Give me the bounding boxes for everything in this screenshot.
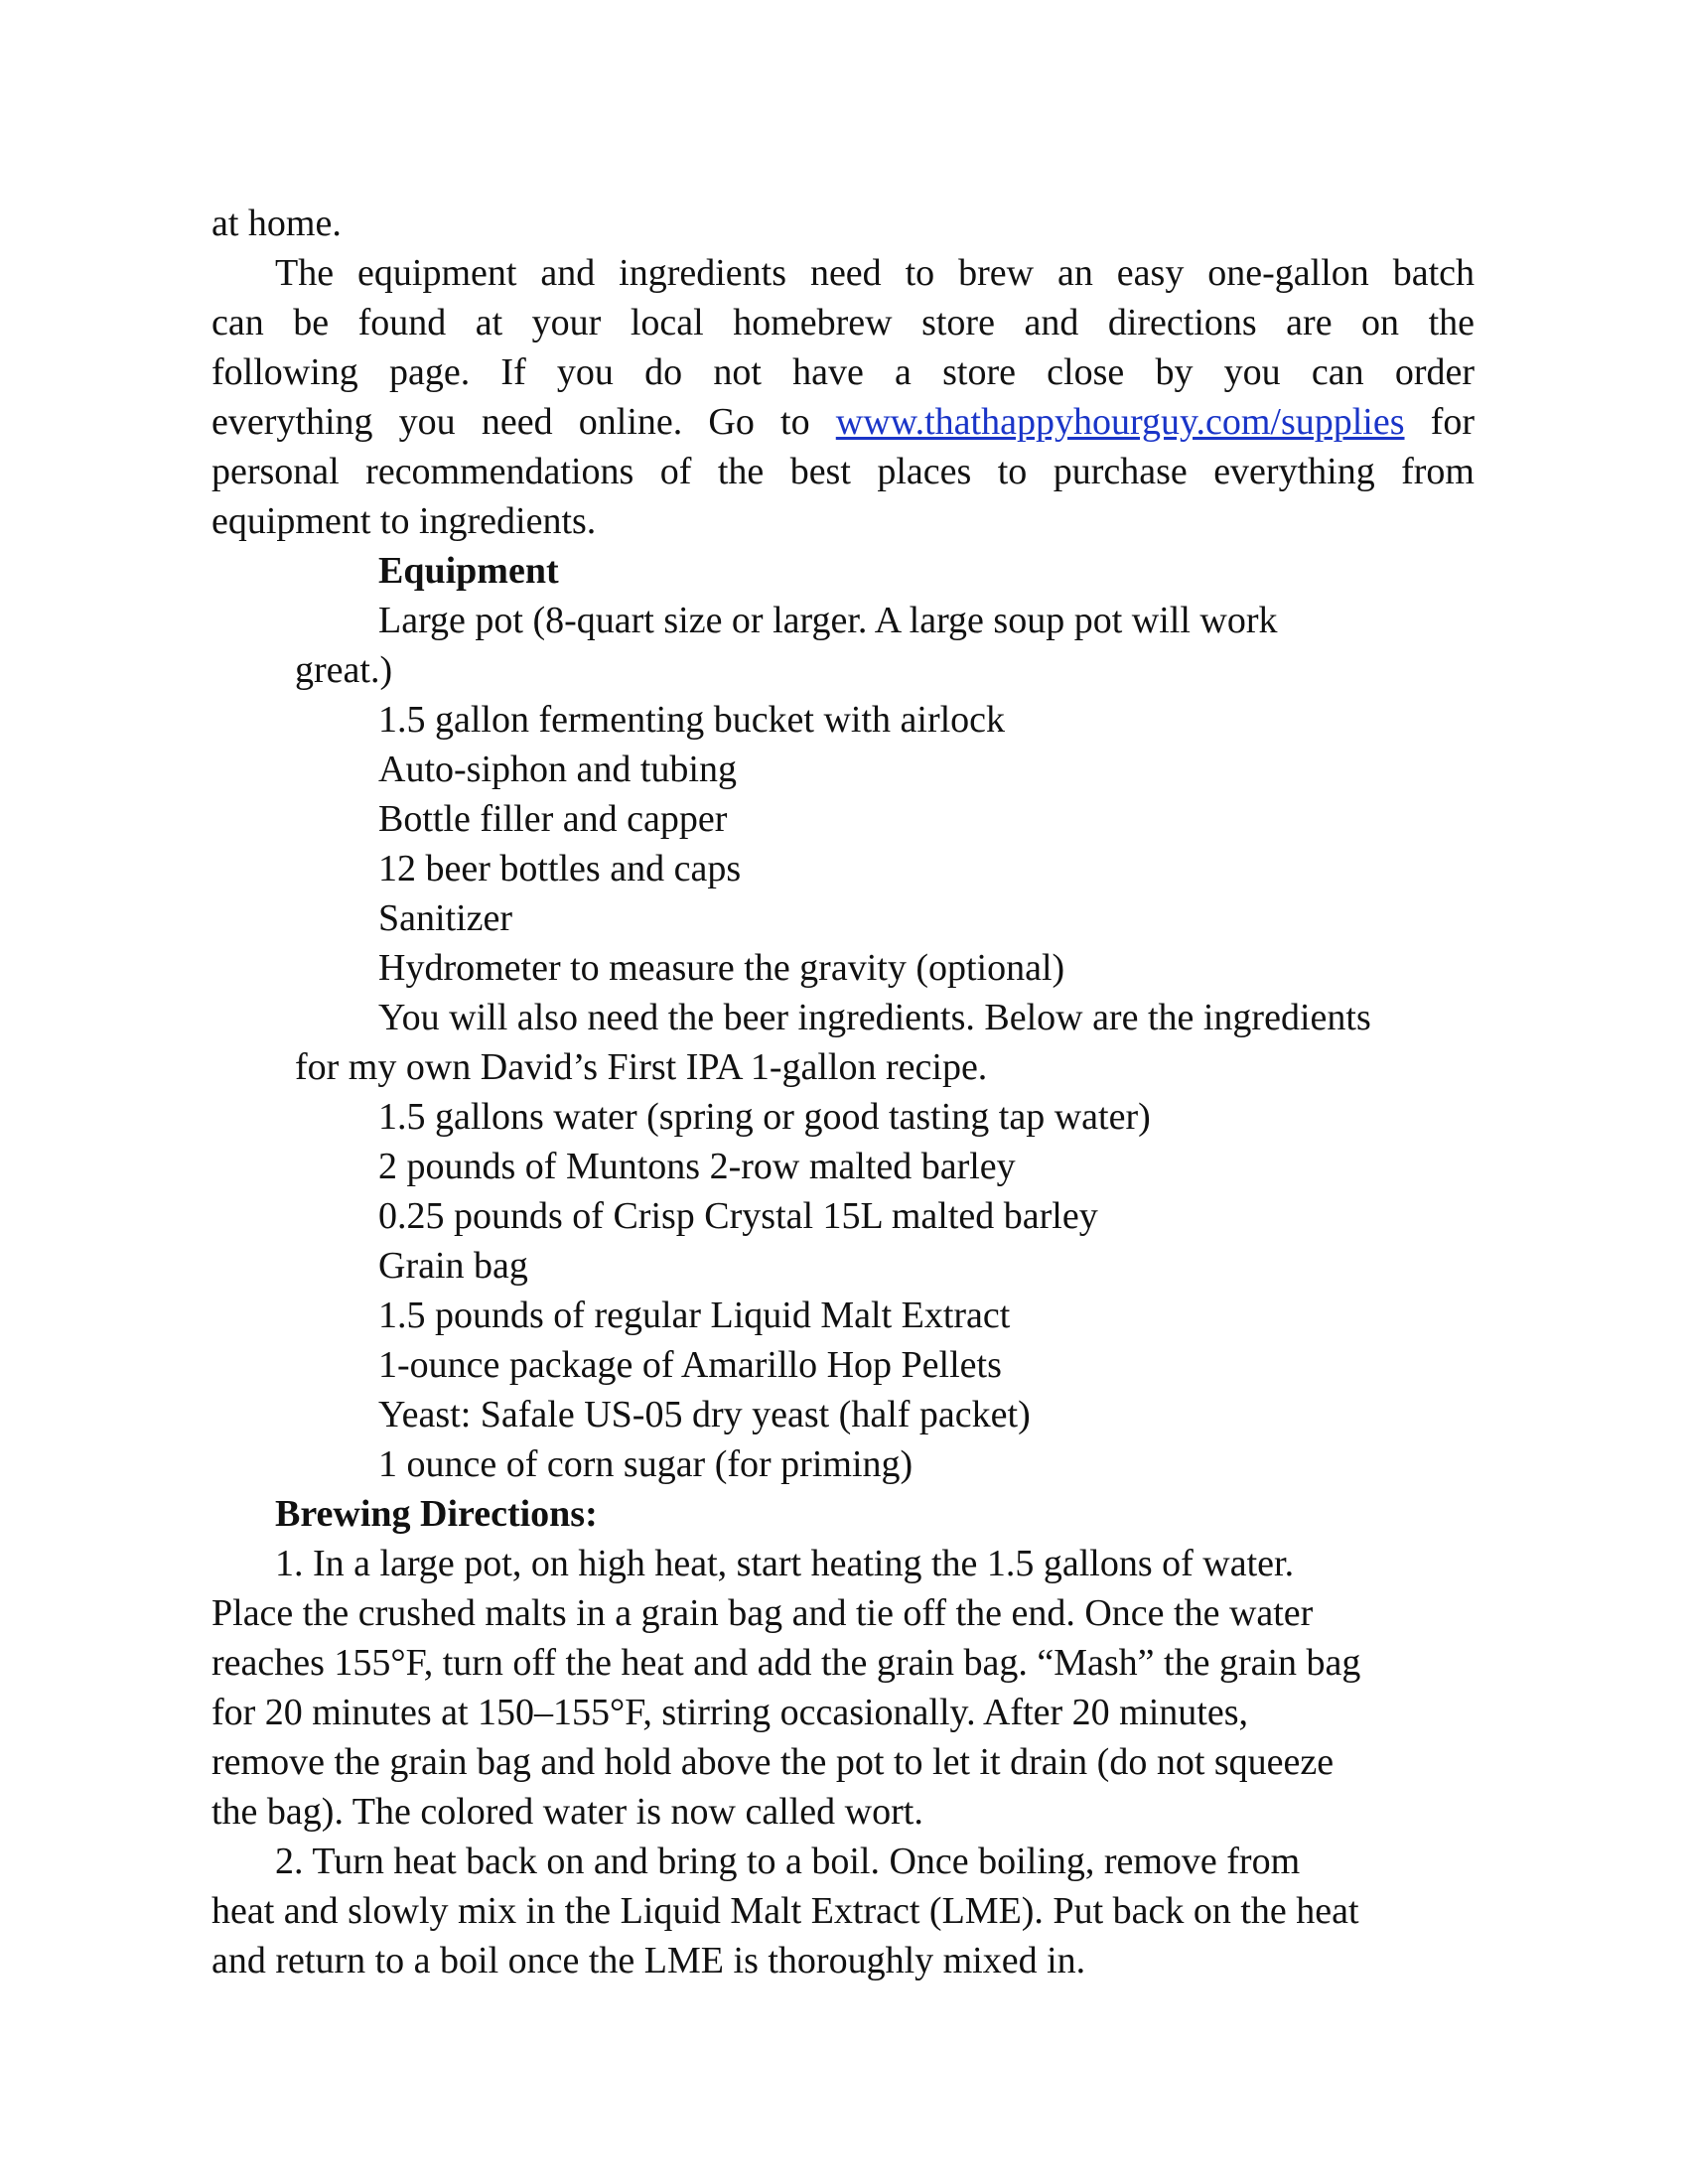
step-1-line: Place the crushed malts in a grain bag and tie off the end. Once the water	[211, 1592, 1314, 1634]
step-1-line: reaches 155°F, turn off the heat and add the grain bag. “Mash” the grain bag	[211, 1642, 1361, 1684]
ingredient-item: 1.5 pounds of regular Liquid Malt Extract	[378, 1295, 1011, 1336]
ingredient-item: Yeast: Safale US-05 dry yeast (half packet)	[378, 1394, 1031, 1435]
directions-heading: Brewing Directions:	[275, 1493, 598, 1535]
ingredient-item: 1-ounce package of Amarillo Hop Pellets	[378, 1344, 1002, 1386]
step-1-line: for 20 minutes at 150–155°F, stirring occasionally. After 20 minutes,	[211, 1692, 1248, 1733]
intro-text-before-link: everything you need online. Go to	[211, 401, 836, 443]
step-1-line: remove the grain bag and hold above the pot to let it drain (do not squeeze	[211, 1741, 1335, 1783]
step-1-line: 1. In a large pot, on high heat, start heating the 1.5 gallons of water.	[275, 1543, 1295, 1584]
step-1-line: the bag). The colored water is now called wort.	[211, 1791, 923, 1833]
intro-paragraph-line: can be found at your local homebrew store and directions are on the	[211, 302, 1475, 343]
equipment-heading: Equipment	[378, 550, 559, 592]
intro-paragraph-line-with-link	[211, 397, 1475, 447]
step-2-line: 2. Turn heat back on and bring to a boil. Once boiling, remove from	[275, 1841, 1301, 1882]
equipment-item: Hydrometer to measure the gravity (optional)	[378, 947, 1065, 989]
page-body	[211, 199, 1475, 1985]
ingredient-item: 1.5 gallons water (spring or good tasting tap water)	[378, 1096, 1151, 1138]
equipment-item: Bottle filler and capper	[378, 798, 728, 840]
step-2-line: heat and slowly mix in the Liquid Malt Extract (LME). Put back on the heat	[211, 1890, 1359, 1932]
equipment-item: Sanitizer	[378, 897, 513, 939]
intro-line-0: at home.	[211, 203, 342, 244]
intro-paragraph-line: The equipment and ingredients need to brew an easy one-gallon batch	[275, 252, 1475, 294]
ingredient-item: 1 ounce of corn sugar (for priming)	[378, 1443, 914, 1485]
equipment-item: 1.5 gallon fermenting bucket with airlock	[378, 699, 1006, 741]
equipment-item-continued: great.)	[295, 649, 393, 691]
supplies-link[interactable]: www.thathappyhourguy.com/supplies	[835, 401, 1405, 443]
ingredient-item: 2 pounds of Muntons 2-row malted barley	[378, 1146, 1016, 1187]
equipment-item: 12 beer bottles and caps	[378, 848, 742, 889]
ingredient-item: 0.25 pounds of Crisp Crystal 15L malted barley	[378, 1195, 1098, 1237]
intro-paragraph-line: personal recommendations of the best places to purchase everything from	[211, 451, 1475, 492]
ingredients-note: You will also need the beer ingredients. Below are the ingredients	[378, 997, 1371, 1038]
step-2-line: and return to a boil once the LME is thoroughly mixed in.	[211, 1940, 1086, 1981]
intro-text-after-link: for	[1404, 401, 1475, 443]
equipment-item: Auto-siphon and tubing	[378, 749, 737, 790]
ingredient-item: Grain bag	[378, 1245, 528, 1287]
ingredients-note-continued: for my own David’s First IPA 1-gallon recipe.	[295, 1046, 988, 1088]
intro-paragraph-line: following page. If you do not have a store close by you can order	[211, 351, 1475, 393]
equipment-item: Large pot (8-quart size or larger. A large soup pot will work	[378, 600, 1278, 641]
intro-paragraph-line: equipment to ingredients.	[211, 500, 597, 542]
